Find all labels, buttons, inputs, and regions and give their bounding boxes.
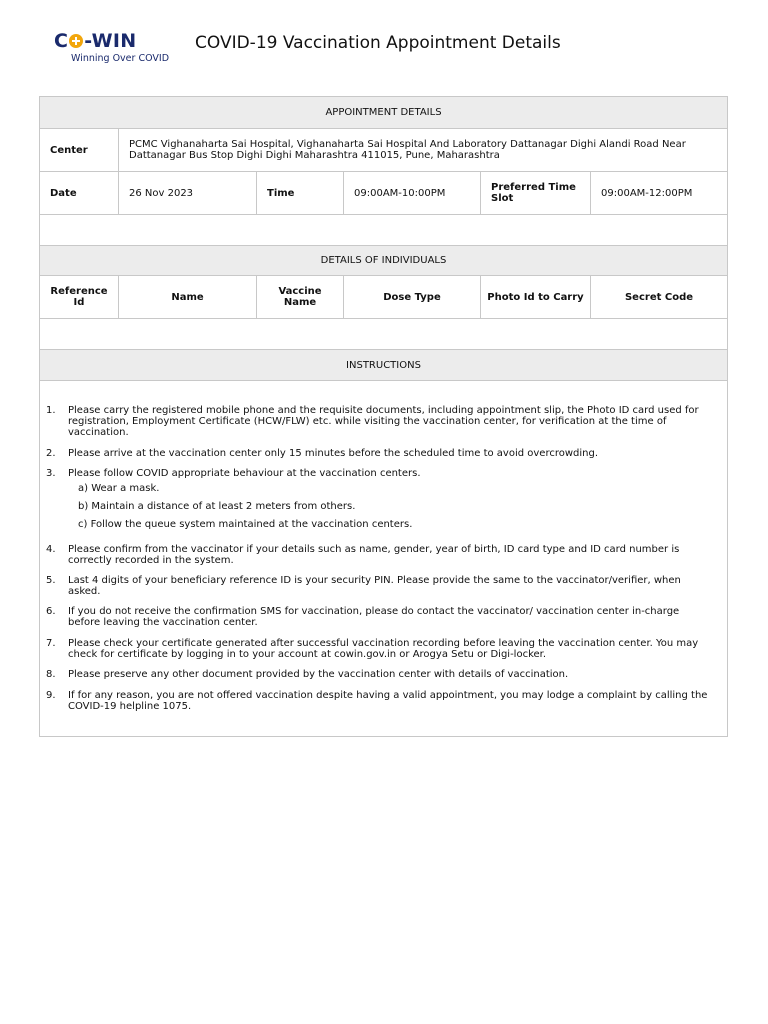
individuals-column-headers: [40, 276, 727, 319]
plus-circle-icon: [69, 34, 83, 48]
list-number: 5.: [46, 575, 56, 586]
section-title: DETAILS OF INDIVIDUALS: [320, 255, 447, 266]
page-header: [0, 0, 768, 96]
center-row: [40, 129, 727, 172]
logo-wordmark: [54, 30, 136, 52]
column-header: Name: [119, 276, 257, 318]
column-header: Reference Id: [40, 276, 119, 318]
date-value: 26 Nov 2023: [119, 172, 257, 214]
logo-tagline: Winning Over COVID: [71, 53, 170, 64]
list-number: 1.: [46, 405, 56, 416]
column-header: Dose Type: [344, 276, 481, 318]
slot-value: 09:00AM-12:00PM: [601, 187, 693, 199]
list-number: 4.: [46, 544, 56, 555]
appointment-details-header: [40, 97, 727, 129]
list-text: If for any reason, you are not offered vaccination despite having a valid appointment, you may lodge a complaint by calling the COVID-19 helpline 1075.: [68, 690, 708, 712]
page-title: COVID-19 Vaccination Appointment Details: [195, 33, 561, 53]
column-header: Vaccine Name: [257, 276, 344, 318]
column-header: Photo Id to Carry: [481, 276, 591, 318]
list-text: Please arrive at the vaccination center only 15 minutes before the scheduled time to avoid overcrowding.: [68, 448, 599, 459]
logo-text-right: -WIN: [84, 30, 137, 52]
slot-label: Preferred Time Slot: [481, 172, 591, 214]
list-text: Please carry the registered mobile phone and the requisite documents, including appointment slip, the Photo ID card used for registration, Employment Certificate (HCW/FLW) etc. while visiting the vaccination center, for verification at the time of vaccination.: [68, 405, 699, 438]
center-label: Center: [40, 129, 119, 171]
list-text: Last 4 digits of your beneficiary reference ID is your security PIN. Please provide the same to the vaccinator/verifier, when asked.: [68, 575, 681, 597]
spacer-row: [40, 319, 727, 349]
time-label: Time: [257, 172, 344, 214]
list-number: 2.: [46, 448, 56, 459]
list-number: 7.: [46, 638, 56, 649]
list-text: Please confirm from the vaccinator if your details such as name, gender, year of birth, ID card type and ID card number is correctly recorded in the system.: [68, 544, 680, 566]
list-text: If you do not receive the confirmation SMS for vaccination, please do contact the vaccinator/ vaccination center in-charge before leaving the vaccination center.: [68, 606, 680, 628]
list-text: Please follow COVID appropriate behaviour at the vaccination centers.: [68, 468, 421, 479]
column-header: Secret Code: [624, 291, 694, 303]
sub-item: c) Follow the queue system maintained at the vaccination centers.: [78, 519, 413, 530]
logo-text-left: C: [54, 30, 69, 52]
date-label: Date: [40, 172, 119, 214]
sub-item: b) Maintain a distance of at least 2 meters from others.: [78, 501, 356, 512]
date-row: [40, 172, 727, 215]
instructions-header: [40, 349, 727, 381]
list-number: 9.: [46, 690, 56, 701]
appointment-document: [39, 96, 728, 737]
section-title: APPOINTMENT DETAILS: [325, 107, 442, 118]
list-number: 6.: [46, 606, 56, 617]
spacer-row: [40, 215, 727, 245]
list-text: Please preserve any other document provided by the vaccination center with details of vaccination.: [68, 669, 569, 680]
sub-item: a) Wear a mask.: [78, 483, 160, 494]
list-text: Please check your certificate generated after successful vaccination recording before leaving the vaccination center. You may check for certificate by logging in to your account at cowin.gov.in or Arogya Setu or Digi-locker.: [68, 638, 699, 660]
cowin-logo: [54, 30, 174, 70]
list-number: 8.: [46, 669, 56, 680]
list-number: 3.: [46, 468, 56, 479]
individuals-header: [40, 245, 727, 276]
section-title: INSTRUCTIONS: [346, 360, 421, 371]
time-value: 09:00AM-10:00PM: [344, 172, 481, 214]
center-value: PCMC Vighanaharta Sai Hospital, Vighanaharta Sai Hospital And Laboratory Dattanagar Dighi Alandi Road Near Dattanagar Bus Stop Dighi Dighi Maharashtra 411015, Pune, Maharashtra: [129, 139, 686, 161]
